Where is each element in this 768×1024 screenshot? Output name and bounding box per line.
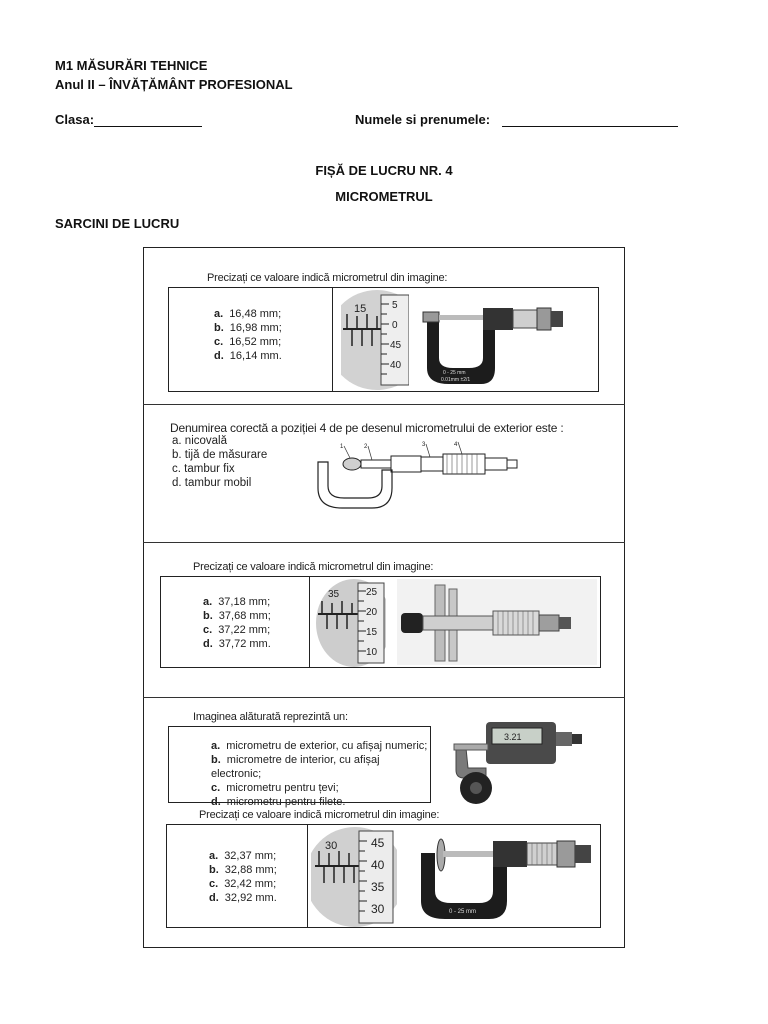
thimble-number: 45 [371,836,385,850]
question-4-box [168,726,431,808]
option-b[interactable]: b. 37,68 mm; [203,610,271,622]
thimble-number: 40 [390,360,402,371]
option-a[interactable]: a. micrometru de exterior, cu afișaj numeric; [211,740,428,752]
question-4-prompt: Imaginea alăturată reprezintă un: [193,711,348,723]
class-label: Clasa: [55,112,95,127]
option-b[interactable]: b. 16,98 mm; [214,322,282,334]
option-c[interactable]: c. micrometru pentru țevi; [211,782,339,794]
question-3-options [203,595,271,651]
option-d[interactable]: d. 32,92 mm. [209,892,277,904]
divider [143,404,625,405]
option-c[interactable]: c. 16,52 mm; [214,336,282,348]
question-3-prompt: Precizați ce valoare indică micrometrul din imagine: [193,561,434,573]
divider [309,577,310,667]
divider [143,542,625,543]
name-blank[interactable] [502,126,678,127]
question-2-options [172,434,267,490]
thimble-number: 10 [366,647,378,658]
option-a[interactable]: a. 32,37 mm; [209,850,277,862]
question-5-options [209,849,277,905]
question-5-box [166,824,601,928]
digital-micrometer-photo [434,718,584,810]
micrometer-photo [413,829,599,923]
option-c[interactable]: c. 32,42 mm; [209,878,277,890]
thimble-number: 40 [371,858,385,872]
option-b[interactable]: b. micrometre de interior, cu afișaj electronic; [211,754,380,780]
year-title: Anul II – ÎNVĂȚĂMÂNT PROFESIONAL [55,77,293,92]
digital-display: 3.21 [504,732,522,742]
thimble-number: 35 [371,880,385,894]
thimble-number: 25 [366,587,378,598]
scale-closeup-image [341,290,409,390]
question-3-box [160,576,601,668]
question-2-prompt: Denumirea corectă a poziției 4 de pe desenul micrometrului de exterior este : [170,421,564,435]
photo-label: 0.01mm ±2/1 [441,377,471,383]
micrometer-diagram [312,440,522,512]
callout-number: 3 [422,442,426,448]
class-field [55,112,202,127]
thimble-number: 0 [392,320,398,331]
question-1-options [214,307,282,363]
divider [332,288,333,391]
option-a[interactable]: a. 16,48 mm; [214,308,282,320]
inside-micrometer-photo [397,579,597,665]
thimble-number: 45 [390,340,402,351]
thimble-number: 5 [392,300,398,311]
module-title: M1 MĂSURĂRI TEHNICE [55,58,208,73]
question-5-prompt: Precizați ce valoare indică micrometrul din imagine: [199,809,440,821]
thimble-number: 20 [366,607,378,618]
name-label: Numele si prenumele: [355,112,491,127]
scale-closeup-image [316,579,386,667]
question-1-box [168,287,599,392]
thimble-number: 30 [371,902,385,916]
worksheet-subtitle: MICROMETRUL [335,189,433,204]
callout-number: 1 [340,444,344,450]
option-d[interactable]: d. 37,72 mm. [203,638,271,650]
class-blank[interactable] [94,126,202,127]
option-d[interactable]: d. micrometru pentru filete. [211,796,346,808]
option-b[interactable]: b. 32,88 mm; [209,864,277,876]
option-d[interactable]: d. tambur mobil [172,477,252,489]
option-b[interactable]: b. tijă de măsurare [172,449,268,461]
divider [307,825,308,927]
option-c[interactable]: c. tambur fix [172,463,235,475]
micrometer-photo [419,298,569,388]
name-field [355,112,678,127]
section-heading: SARCINI DE LUCRU [55,216,180,231]
callout-number: 4 [454,442,458,448]
thimble-number: 15 [366,627,378,638]
question-1-prompt: Precizați ce valoare indică micrometrul din imagine: [207,272,448,284]
photo-label: 0 - 25 mm [443,370,466,376]
photo-label: 0 - 25 mm [449,909,477,915]
sleeve-number: 35 [328,589,340,600]
divider [143,697,625,698]
sleeve-number: 30 [325,840,338,852]
option-c[interactable]: c. 37,22 mm; [203,624,271,636]
option-d[interactable]: d. 16,14 mm. [214,350,282,362]
sleeve-number: 15 [354,303,367,315]
question-4-options [211,739,430,809]
worksheet-title: FIȘĂ DE LUCRU NR. 4 [315,163,453,178]
callout-number: 2 [364,444,368,450]
option-a[interactable]: a. nicovală [172,435,227,447]
scale-closeup-image [311,827,397,927]
option-a[interactable]: a. 37,18 mm; [203,596,271,608]
